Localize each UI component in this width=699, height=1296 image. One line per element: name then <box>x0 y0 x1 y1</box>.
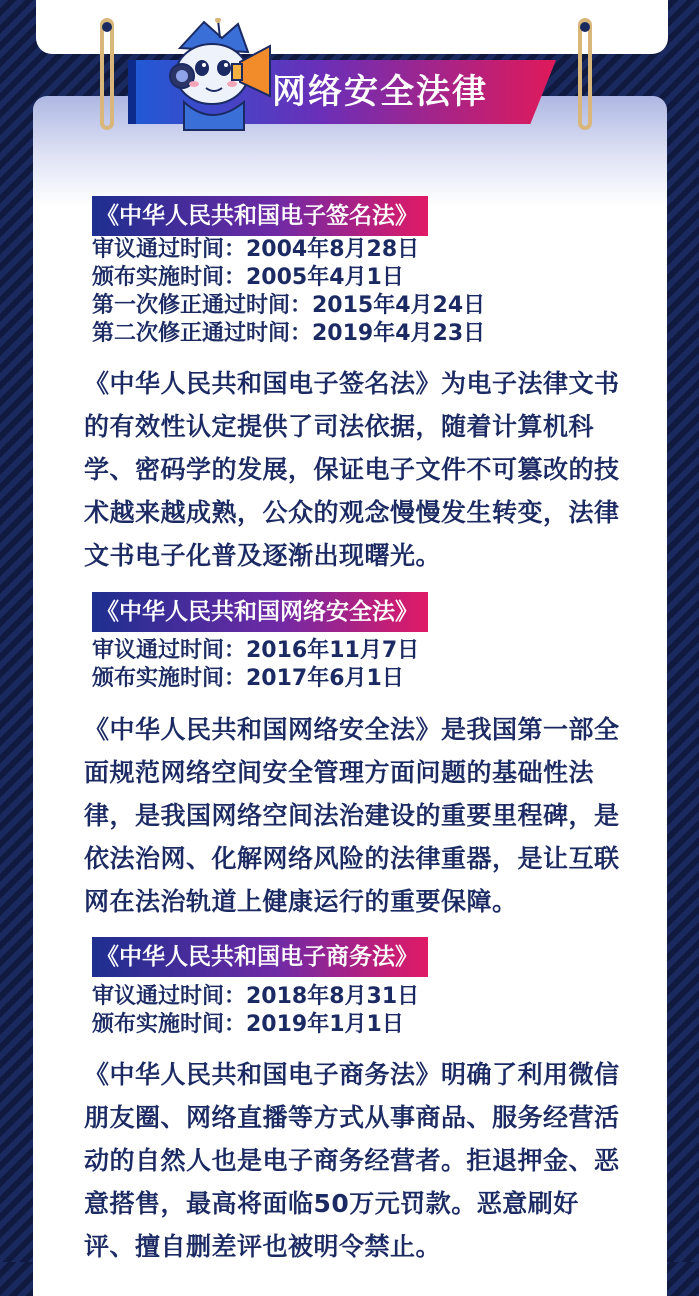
description-line: 学、密码学的发展，保证电子文件不可篡改的技 <box>84 455 620 484</box>
law-date-line: 颁布实施时间：2017年6月1日 <box>92 666 404 691</box>
right-hook <box>578 18 592 130</box>
law-date-line: 颁布实施时间：2005年4月1日 <box>92 265 404 290</box>
law-date-line: 颁布实施时间：2019年1月1日 <box>92 1012 404 1037</box>
left-hook <box>100 18 114 130</box>
law-date-line: 审议通过时间：2018年8月31日 <box>92 984 420 1009</box>
description-line: 律，是我国网络空间法治建设的重要里程碑，是 <box>84 801 620 830</box>
description-line: 的有效性认定提供了司法依据，随着计算机科 <box>84 412 595 441</box>
law-description <box>84 362 624 577</box>
description-line: 术越来越成熟，公众的观念慢慢发生转变，法律 <box>84 498 620 527</box>
top-card <box>36 0 668 54</box>
description-line: 《中华人民共和国网络安全法》是我国第一部全 <box>84 715 620 744</box>
law-date-line: 第一次修正通过时间：2015年4月24日 <box>92 293 486 318</box>
description-line: 《中华人民共和国电子签名法》为电子法律文书 <box>84 369 620 398</box>
description-line: 评、擅自删差评也被明令禁止。 <box>84 1232 442 1261</box>
description-line: 面规范网络空间安全管理方面问题的基础性法 <box>84 758 595 787</box>
description-line: 网在法治轨道上健康运行的重要保障。 <box>84 887 518 916</box>
description-line: 文书电子化普及逐渐出现曙光。 <box>84 541 442 570</box>
law-description <box>84 1053 624 1268</box>
law-description <box>84 708 624 923</box>
law-title-electronic-signature: 《中华人民共和国电子签名法》 <box>92 196 428 236</box>
mascot-megaphone-icon <box>160 18 278 138</box>
description-line: 依法治网、化解网络风险的法律重器，是让互联 <box>84 844 620 873</box>
law-title-cybersecurity: 《中华人民共和国网络安全法》 <box>92 592 428 632</box>
description-line: 《中华人民共和国电子商务法》明确了利用微信 <box>84 1060 620 1089</box>
left-hook-hole <box>102 22 112 32</box>
description-line: 动的自然人也是电子商务经营者。拒退押金、恶 <box>84 1146 620 1175</box>
description-line: 朋友圈、网络直播等方式从事商品、服务经营活 <box>84 1103 620 1132</box>
law-date-line: 审议通过时间：2004年8月28日 <box>92 237 420 262</box>
right-hook-hole <box>580 22 590 32</box>
page-title: 网络安全法律 <box>272 72 488 112</box>
description-line: 意搭售，最高将面临50万元罚款。恶意刷好 <box>84 1189 579 1218</box>
law-date-line: 第二次修正通过时间：2019年4月23日 <box>92 321 486 346</box>
law-date-line: 审议通过时间：2016年11月7日 <box>92 638 420 663</box>
title-banner-edge <box>128 60 136 124</box>
law-title-ecommerce: 《中华人民共和国电子商务法》 <box>92 937 428 977</box>
